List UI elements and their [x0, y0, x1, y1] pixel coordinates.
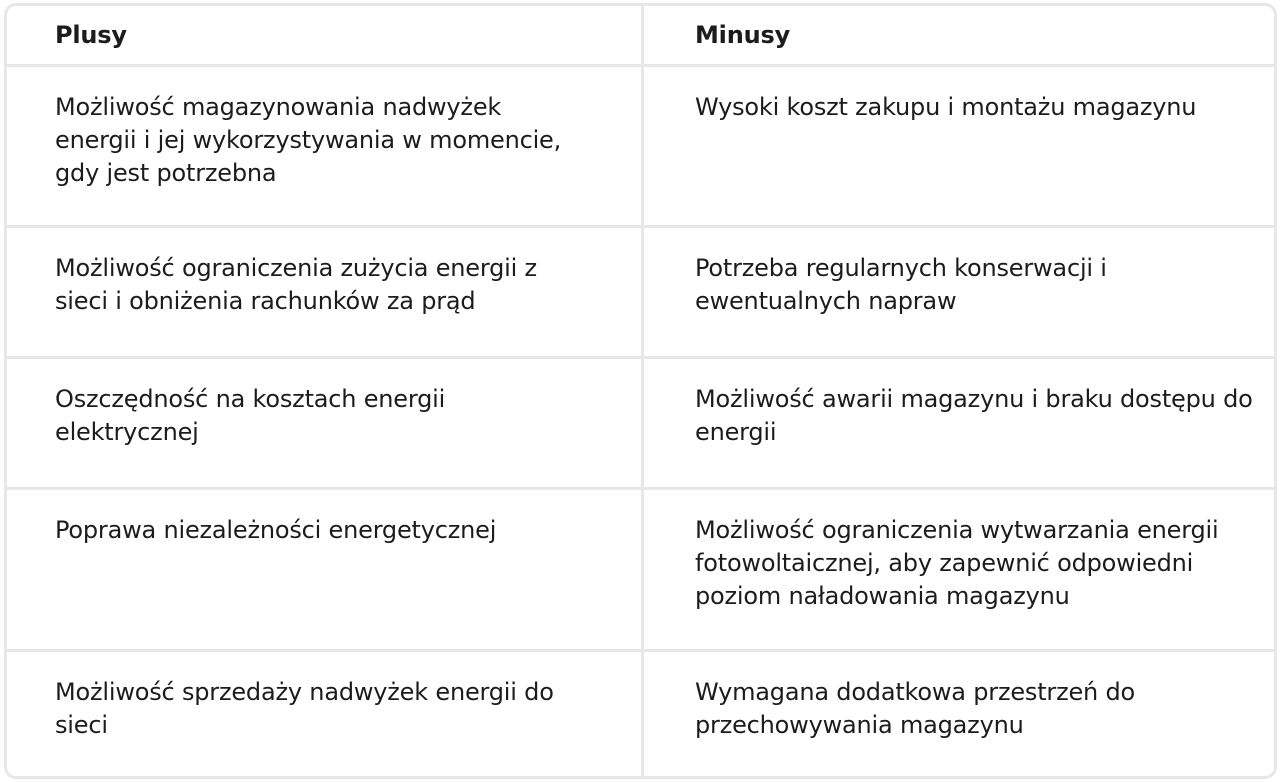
plus-cell: Możliwość ograniczenia zużycia energii z sieci i obniżenia rachunków za prąd [7, 228, 644, 356]
table-row [7, 228, 1274, 359]
plus-cell: Możliwość magazynowania nadwyżek energii i jej wykorzystywania w momencie, gdy jest potrzebna [7, 67, 644, 225]
header-plusy: Plusy [7, 6, 644, 64]
minus-cell: Możliwość awarii magazynu i braku dostępu do energii [695, 385, 1253, 446]
header-minusy: Minusy [695, 21, 791, 49]
minus-cell: Potrzeba regularnych konserwacji i ewentualnych napraw [695, 254, 1107, 315]
plus-cell: Poprawa niezależności energetycznej [7, 490, 644, 649]
table-row [7, 652, 1274, 776]
minus-cell: Możliwość ograniczenia wytwarzania energii fotowoltaicznej, aby zapewnić odpowiedni poziom naładowania magazynu [695, 516, 1219, 610]
plus-cell: Możliwość sprzedaży nadwyżek energii do sieci [7, 652, 644, 776]
minus-cell: Wymagana dodatkowa przestrzeń do przechowywania magazynu [695, 678, 1136, 739]
table-row [7, 490, 1274, 652]
table-row [7, 359, 1274, 490]
table-header-row [7, 6, 1274, 67]
table-row [7, 67, 1274, 228]
plus-cell: Oszczędność na kosztach energii elektrycznej [7, 359, 644, 487]
minus-cell: Wysoki koszt zakupu i montażu magazynu [695, 93, 1197, 121]
pros-cons-table [4, 3, 1277, 779]
